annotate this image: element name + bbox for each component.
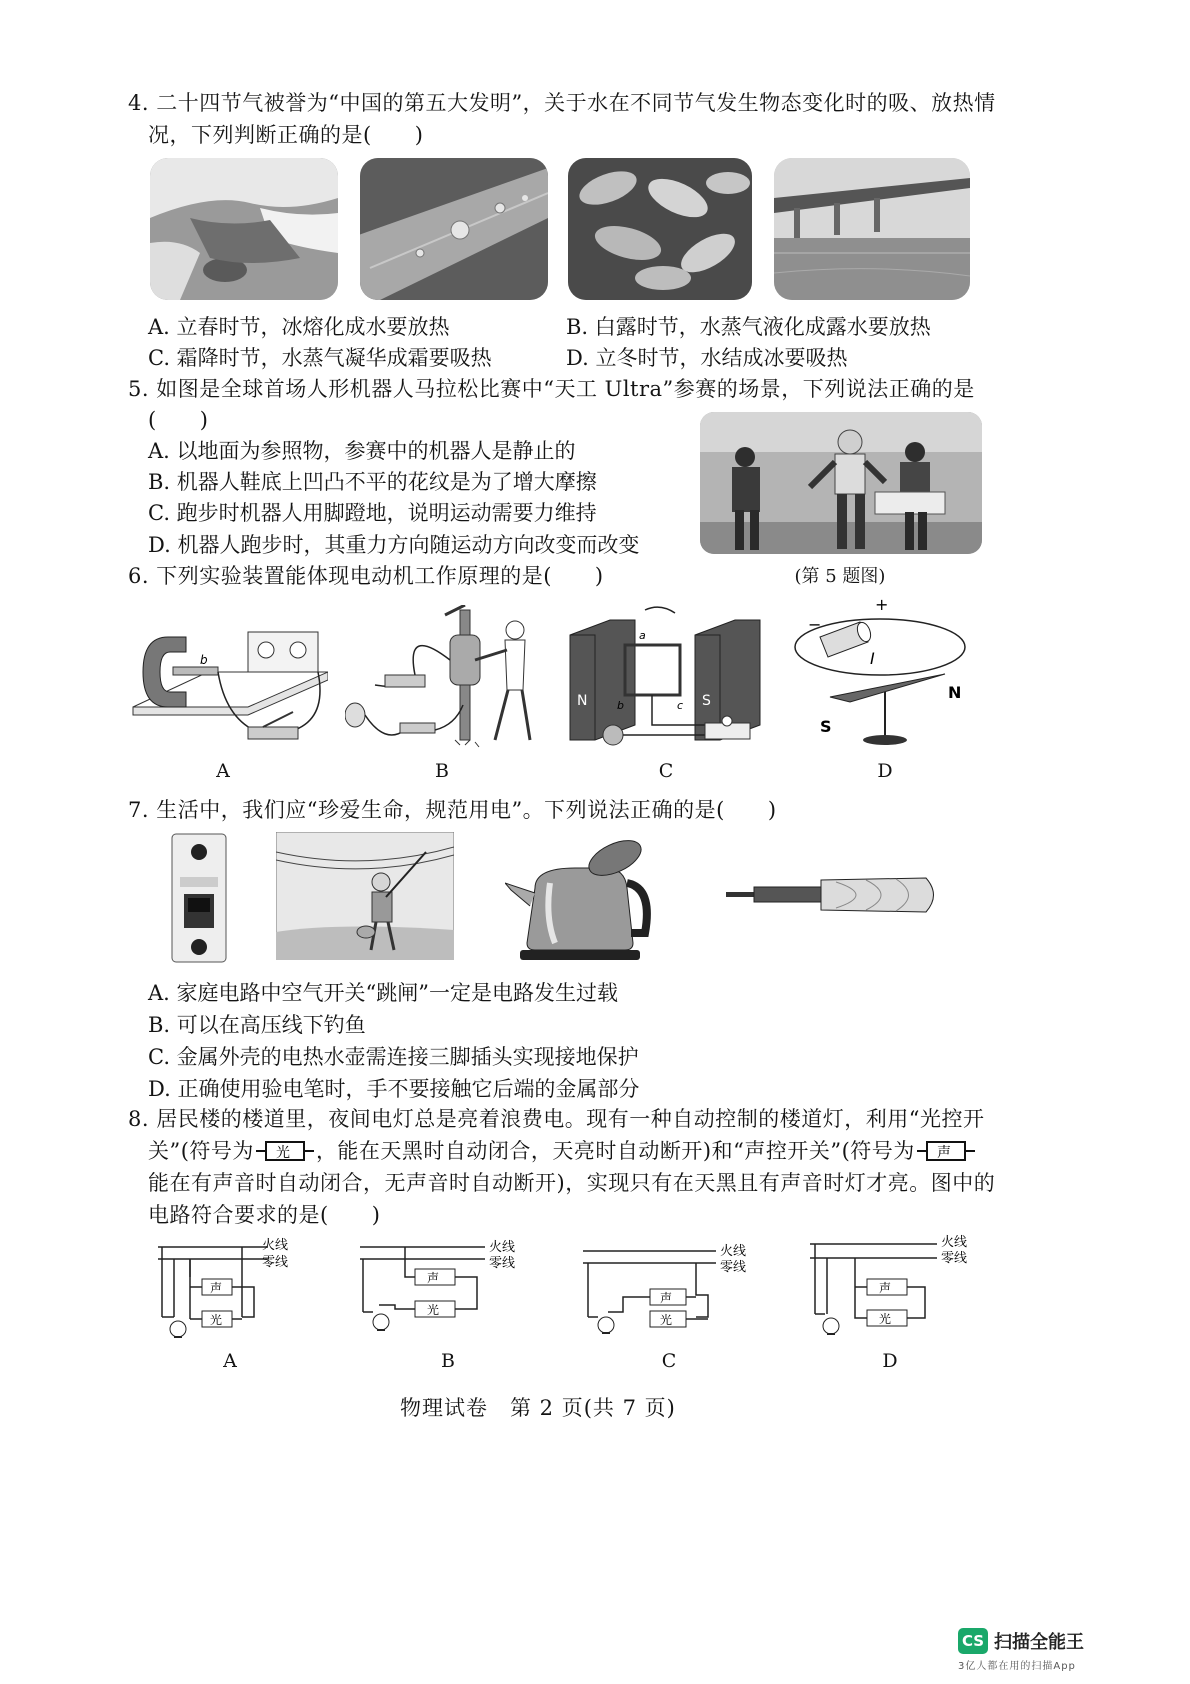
q8-b-live-label: 火线 (489, 1240, 516, 1255)
q5-option-b: B. 机器人鞋底上凹凸不平的花纹是为了增大摩擦 (148, 470, 597, 494)
q8-d-sound-box: 声 (879, 1281, 892, 1295)
q7-option-d: D. 正确使用验电笔时，手不要接触它后端的金属部分 (148, 1077, 640, 1101)
q8-a-neutral-label: 零线 (262, 1255, 289, 1270)
q6-c-label-b: b (617, 699, 624, 712)
q5-figure-caption: (第 5 题图) (794, 566, 886, 587)
q8-c-sound-box: 声 (660, 1291, 673, 1305)
q4-option-d: D. 立冬时节，水结成冰要吸热 (566, 346, 848, 370)
q6-stem: 6. 下列实验装置能体现电动机工作原理的是( ) (128, 564, 604, 588)
scanner-app-name: 扫描全能王 (994, 1632, 1084, 1653)
q6-d-pole-s: S (820, 717, 832, 736)
q8-label-d: D (882, 1350, 898, 1372)
q8-c-light-box: 光 (660, 1313, 673, 1327)
q8-line2-part2: ，能在天黑时自动闭合，天亮时自动断开)和“声控开关”(符号为 (315, 1139, 915, 1163)
q6-d-plus: + (875, 595, 889, 614)
q7-photo-air-switch (170, 832, 228, 964)
q4-stem-line2: 况，下列判断正确的是( ) (148, 123, 424, 147)
q5-photo-robot-marathon (700, 412, 982, 554)
q8-line3: 能在有声音时自动闭合，无声音时自动断开)，实现只有在天黑且有声音时灯才亮。图中的 (148, 1171, 996, 1195)
q4-stem-line1: 4. 二十四节气被誉为“中国的第五大发明”，关于水在不同节气发生物态变化时的吸、放热情 (128, 91, 996, 115)
q8-circuit-d (805, 1232, 995, 1347)
q8-light-symbol-text: 光 (275, 1145, 291, 1161)
q6-c-pole-s: S (702, 693, 711, 709)
q6-figure-b (345, 605, 545, 755)
q8-b-light-box: 光 (427, 1303, 440, 1317)
q8-label-b: B (441, 1350, 455, 1372)
q8-light-switch-symbol (256, 1140, 314, 1162)
q5-option-a: A. 以地面为参照物，参赛中的机器人是静止的 (148, 439, 576, 463)
q8-circuit-a (150, 1237, 290, 1347)
q6-label-c: C (658, 760, 674, 782)
q8-line4: 电路符合要求的是( ) (148, 1203, 381, 1227)
q7-stem: 7. 生活中，我们应“珍爱生命，规范用电”。下列说法正确的是( ) (128, 798, 777, 822)
q4-option-b: B. 白露时节，水蒸气液化成露水要放热 (566, 315, 931, 339)
q6-c-label-a: a (639, 629, 646, 642)
q8-circuit-c (578, 1237, 768, 1347)
q6-d-pole-n: N (948, 683, 962, 702)
q8-line2 (148, 1136, 975, 1166)
q8-d-live-label: 火线 (941, 1235, 968, 1250)
q8-line1: 8. 居民楼的楼道里，夜间电灯总是亮着浪费电。现有一种自动控制的楼道灯，利用“光控开 (128, 1107, 985, 1131)
q8-c-neutral-label: 零线 (720, 1260, 747, 1275)
q4-photo-frozen-river (774, 158, 970, 300)
scanner-watermark (958, 1628, 1084, 1672)
q6-figure-a (128, 612, 328, 752)
q6-figure-d (790, 592, 980, 752)
page-footer: 物理试卷 第 2 页(共 7 页) (400, 1396, 676, 1420)
q8-d-neutral-label: 零线 (941, 1251, 968, 1266)
q6-label-a: A (216, 760, 230, 782)
q5-option-d: D. 机器人跑步时，其重力方向随运动方向改变而改变 (148, 533, 640, 557)
q8-line2-part1: 关”(符号为 (148, 1139, 254, 1163)
q5-stem-line1: 5. 如图是全球首场人形机器人马拉松比赛中“天工 Ultra”参赛的场景，下列说法正确的是 (128, 377, 975, 401)
q8-b-neutral-label: 零线 (489, 1256, 516, 1271)
q6-label-d: D (877, 760, 893, 782)
q4-option-a: A. 立春时节，冰熔化成水要放热 (148, 315, 450, 339)
q6-c-pole-n: N (577, 693, 588, 709)
q8-sound-switch-symbol (917, 1140, 975, 1162)
q8-a-sound-box: 声 (210, 1281, 223, 1295)
q8-a-light-box: 光 (210, 1313, 223, 1327)
q8-d-light-box: 光 (879, 1312, 892, 1326)
q5-stem-line2: ( ) (148, 408, 209, 432)
scanner-logo-icon: CS (958, 1628, 988, 1654)
q8-label-c: C (661, 1350, 677, 1372)
q4-photo-ice-melting (150, 158, 338, 300)
q6-figure-c (565, 605, 765, 755)
q7-photo-electric-kettle (505, 838, 655, 962)
q6-d-current-i: I (870, 649, 875, 668)
q7-photo-fishing-under-power-line (276, 832, 454, 960)
q7-option-a: A. 家庭电路中空气开关“跳闸”一定是电路发生过载 (148, 981, 618, 1005)
q7-option-b: B. 可以在高压线下钓鱼 (148, 1013, 366, 1037)
q7-photo-test-pencil (726, 870, 944, 920)
q8-circuit-b (355, 1237, 540, 1347)
q4-photo-dew-on-leaf (360, 158, 548, 300)
q6-label-b: B (435, 760, 449, 782)
q7-option-c: C. 金属外壳的电热水壶需连接三脚插头实现接地保护 (148, 1045, 639, 1069)
q8-c-live-label: 火线 (720, 1244, 747, 1259)
scanner-app-tagline: 3亿人都在用的扫描App (958, 1661, 1076, 1672)
q8-a-live-label: 火线 (262, 1238, 289, 1253)
q8-b-sound-box: 声 (427, 1271, 440, 1285)
q8-sound-symbol-text: 声 (936, 1145, 952, 1161)
q6-d-minus: − (808, 615, 822, 634)
q5-option-c: C. 跑步时机器人用脚蹬地，说明运动需要力维持 (148, 501, 597, 525)
q8-label-a: A (223, 1350, 237, 1372)
q6-c-label-c: c (677, 699, 684, 712)
q6-a-label-b: b (200, 653, 208, 667)
q4-option-c: C. 霜降时节，水蒸气凝华成霜要吸热 (148, 346, 492, 370)
q4-photo-frost-on-leaves (568, 158, 752, 300)
